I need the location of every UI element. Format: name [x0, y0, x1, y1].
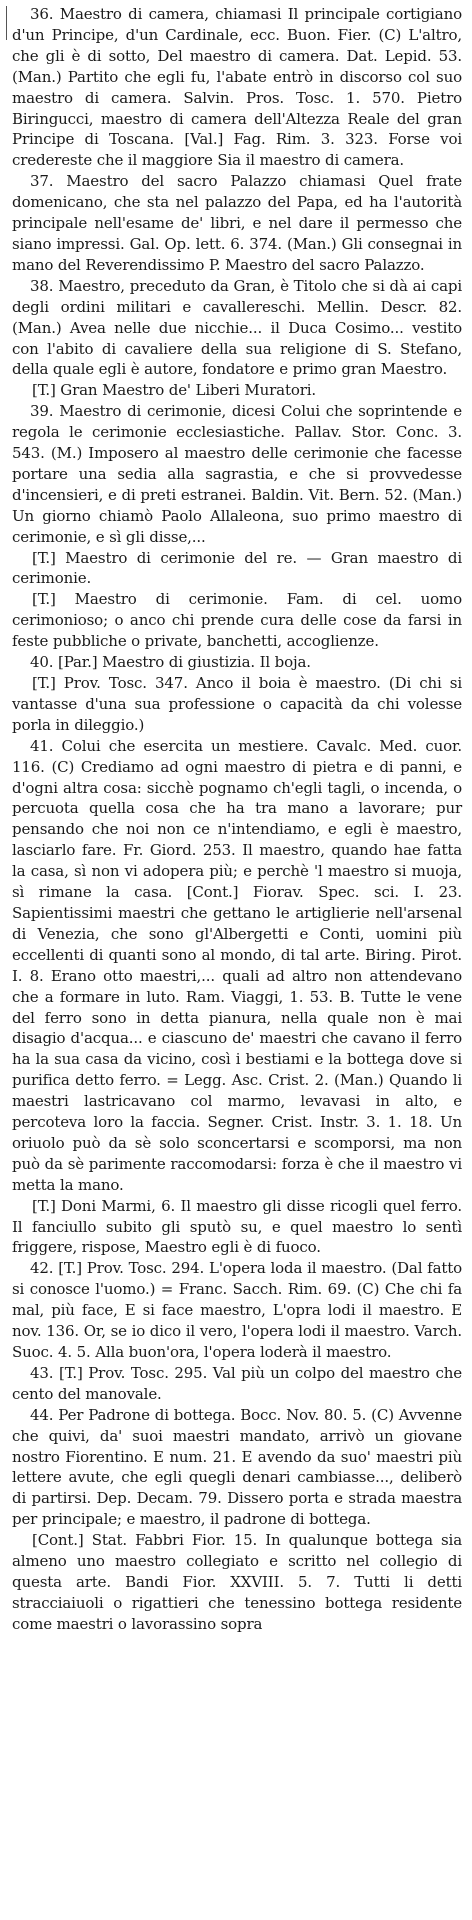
- entry-36: [12, 4, 462, 171]
- entry-paragraph: 40. [Par.] Maestro di giustizia. Il boja.: [30, 653, 311, 672]
- entry-paragraph: 36. Maestro di camera, chiamasi Il principale cortigiano d'un Principe, d'un Cardinale, ecc. Buon. Fier. (C) L'altro, che gli è di sotto, Del maestro di camera. Dat. Lepid. 53. (Man.) Partito che egli fu, l'abate entrò in discorso col suo maestro di camera. Salvin. Pros. Tosc. 1. 570. Pietro Biringucci, maestro di camera dell'Altezza Reale del gran Principe di Toscana. [Val.] Fag. Rim. 3. 323. Forse voi credereste che il maggiore Sia il maestro di camera.: [12, 5, 462, 170]
- entry-37: [12, 171, 462, 276]
- entry-paragraph: 41. Colui che esercita un mestiere. Cavalc. Med. cuor. 116. (C) Crediamo ad ogni maestro di pietra e di panni, e d'ogni altra cosa: sicchè pognamo ch'egli tagli, o incenda, o percuota quella cosa che ha tra mano a lavorare; pur pensando che noi non ce n'intendiamo, e egli è maestro, lasciarlo fare. Fr. Giord. 253. Il maestro, quando hae fatta la casa, sì non vi adopera più; e perchè 'l maestro si muoja, sì rimane la casa. [Cont.] Fiorav. Spec. sci. I. 23. Sapientissimi maestri che gettano le artiglierie nell'arsenal di Venezia, che sono gl'Albergetti e Conti, uomini più eccellenti di quanti sono al mondo, di tal arte. Biring. Pirot. I. 8. Erano otto maestri,... quali ad altro non attendevano che a formare in luto. Ram. Viaggi, 1. 53. B. Tutte le vene del ferro sono in detta pianura, nella quale non è mai disagio d'acqua... e ciascuno de' maestri che cavano il ferro ha la sua casa da vicino, così i bestiami e la bottega dove si purifica detto ferro. = Legg. Asc. Crist. 2. (Man.) Quando li maestri lastricavano col marmo, levavasi in alto, e percoteva loro la faccia. Segner. Crist. Instr. 3. 1. 18. Un oriuolo può da sè solo sconcertarsi e scomporsi, ma non può da sè parimente raccomodarsi: forza è che il maestro vi metta la mano.: [12, 736, 462, 1194]
- entry-41: [12, 736, 462, 1259]
- entry-subparagraph: [T.] Maestro di cerimonie del re. — Gran maestro di cerimonie.: [12, 548, 462, 588]
- entry-40: [12, 652, 462, 736]
- entry-paragraph: 44. Per Padrone di bottega. Bocc. Nov. 80. 5. (C) Avvenne che quivi, da' suoi maestri mandato, arrivò un giovane nostro Fiorentino. E num. 21. E avendo da suo' maestri più lettere avute, che egli quegli denari cambiasse..., deliberò di partirsi. Dep. Decam. 79. Dissero porta e strada maestra per principale; e maestro, il padrone di bottega.: [12, 1405, 462, 1529]
- entry-subparagraph: [T.] Gran Maestro de' Liberi Muratori.: [32, 381, 317, 400]
- entry-39: [12, 401, 462, 652]
- entry-paragraph: 43. [T.] Prov. Tosc. 295. Val più un colpo del maestro che cento del manovale.: [12, 1363, 462, 1403]
- entry-paragraph: 38. Maestro, preceduto da Gran, è Titolo che si dà ai capi degli ordini militari e cavallereschi. Mellin. Descr. 82. (Man.) Avea nelle due nicchie... il Duca Cosimo... vestito con l'abito di cavaliere della sua religione di S. Stefano, della quale egli è autore, fondatore e primo gran Maestro.: [12, 276, 462, 379]
- entry-42: [12, 1258, 462, 1363]
- entry-38: [12, 276, 462, 401]
- entry-subparagraph: [Cont.] Stat. Fabbri Fior. 15. In qualunque bottega sia almeno uno maestro collegiato e scritto nel collegio di questa arte. Bandi Fior. XXVIII. 5. 7. Tutti li detti stracciaiuoli o rigattieri che tenessino bottega residente come maestri o lavorassino sopra: [12, 1531, 462, 1633]
- entry-paragraph: 37. Maestro del sacro Palazzo chiamasi Quel frate domenicano, che sta nel palazzo del Papa, ed ha l'autorità principale nell'esame de' libri, e nel dare il permesso che siano impressi. Gal. Op. lett. 6. 374. (Man.) Gli consegnai in mano del Reverendissimo P. Maestro del sacro Palazzo.: [12, 172, 462, 274]
- entry-subparagraph: [T.] Prov. Tosc. 347. Anco il boia è maestro. (Di chi si vantasse d'una sua professione o capacità da chi volesse porla in dileggio.): [12, 674, 462, 734]
- entry-subparagraph: [T.] Doni Marmi, 6. Il maestro gli disse ricogli quel ferro. Il fanciullo subito gli sputò su, e quel maestro lo sentì friggere, rispose, Maestro egli è di fuoco.: [12, 1196, 462, 1257]
- entry-43: [12, 1363, 462, 1405]
- entry-paragraph: 39. Maestro di cerimonie, dicesi Colui che soprintende e regola le cerimonie ecclesiastiche. Pallav. Stor. Conc. 3. 543. (M.) Imposero al maestro delle cerimonie che facesse portare una sedia alla sagrastia, e che si provvedesse d'incensieri, e di preti estranei. Baldin. Vit. Bern. 52. (Man.) Un giorno chiamò Paolo Allaleona, suo primo maestro di cerimonie, e sì gli disse,...: [12, 402, 462, 546]
- entry-subparagraph: [T.] Maestro di cerimonie. Fam. di cel. uomo cerimonioso; o anco chi prende cura delle cose da farsi in feste pubbliche o private, banchetti, accoglienze.: [12, 590, 462, 651]
- entry-paragraph: 42. [T.] Prov. Tosc. 294. L'opera loda il maestro. (Dal fatto si conosce l'uomo.) = Franc. Sacch. Rim. 69. (C) Che chi fa mal, più face, E si face maestro, L'opra lodi il maestro. E nov. 136. Or, se io dico il vero, l'opera lodi il maestro. Varch. Suoc. 4. 5. Alla buon'ora, l'opera loderà il maestro.: [12, 1259, 462, 1361]
- entry-44: [12, 1405, 462, 1635]
